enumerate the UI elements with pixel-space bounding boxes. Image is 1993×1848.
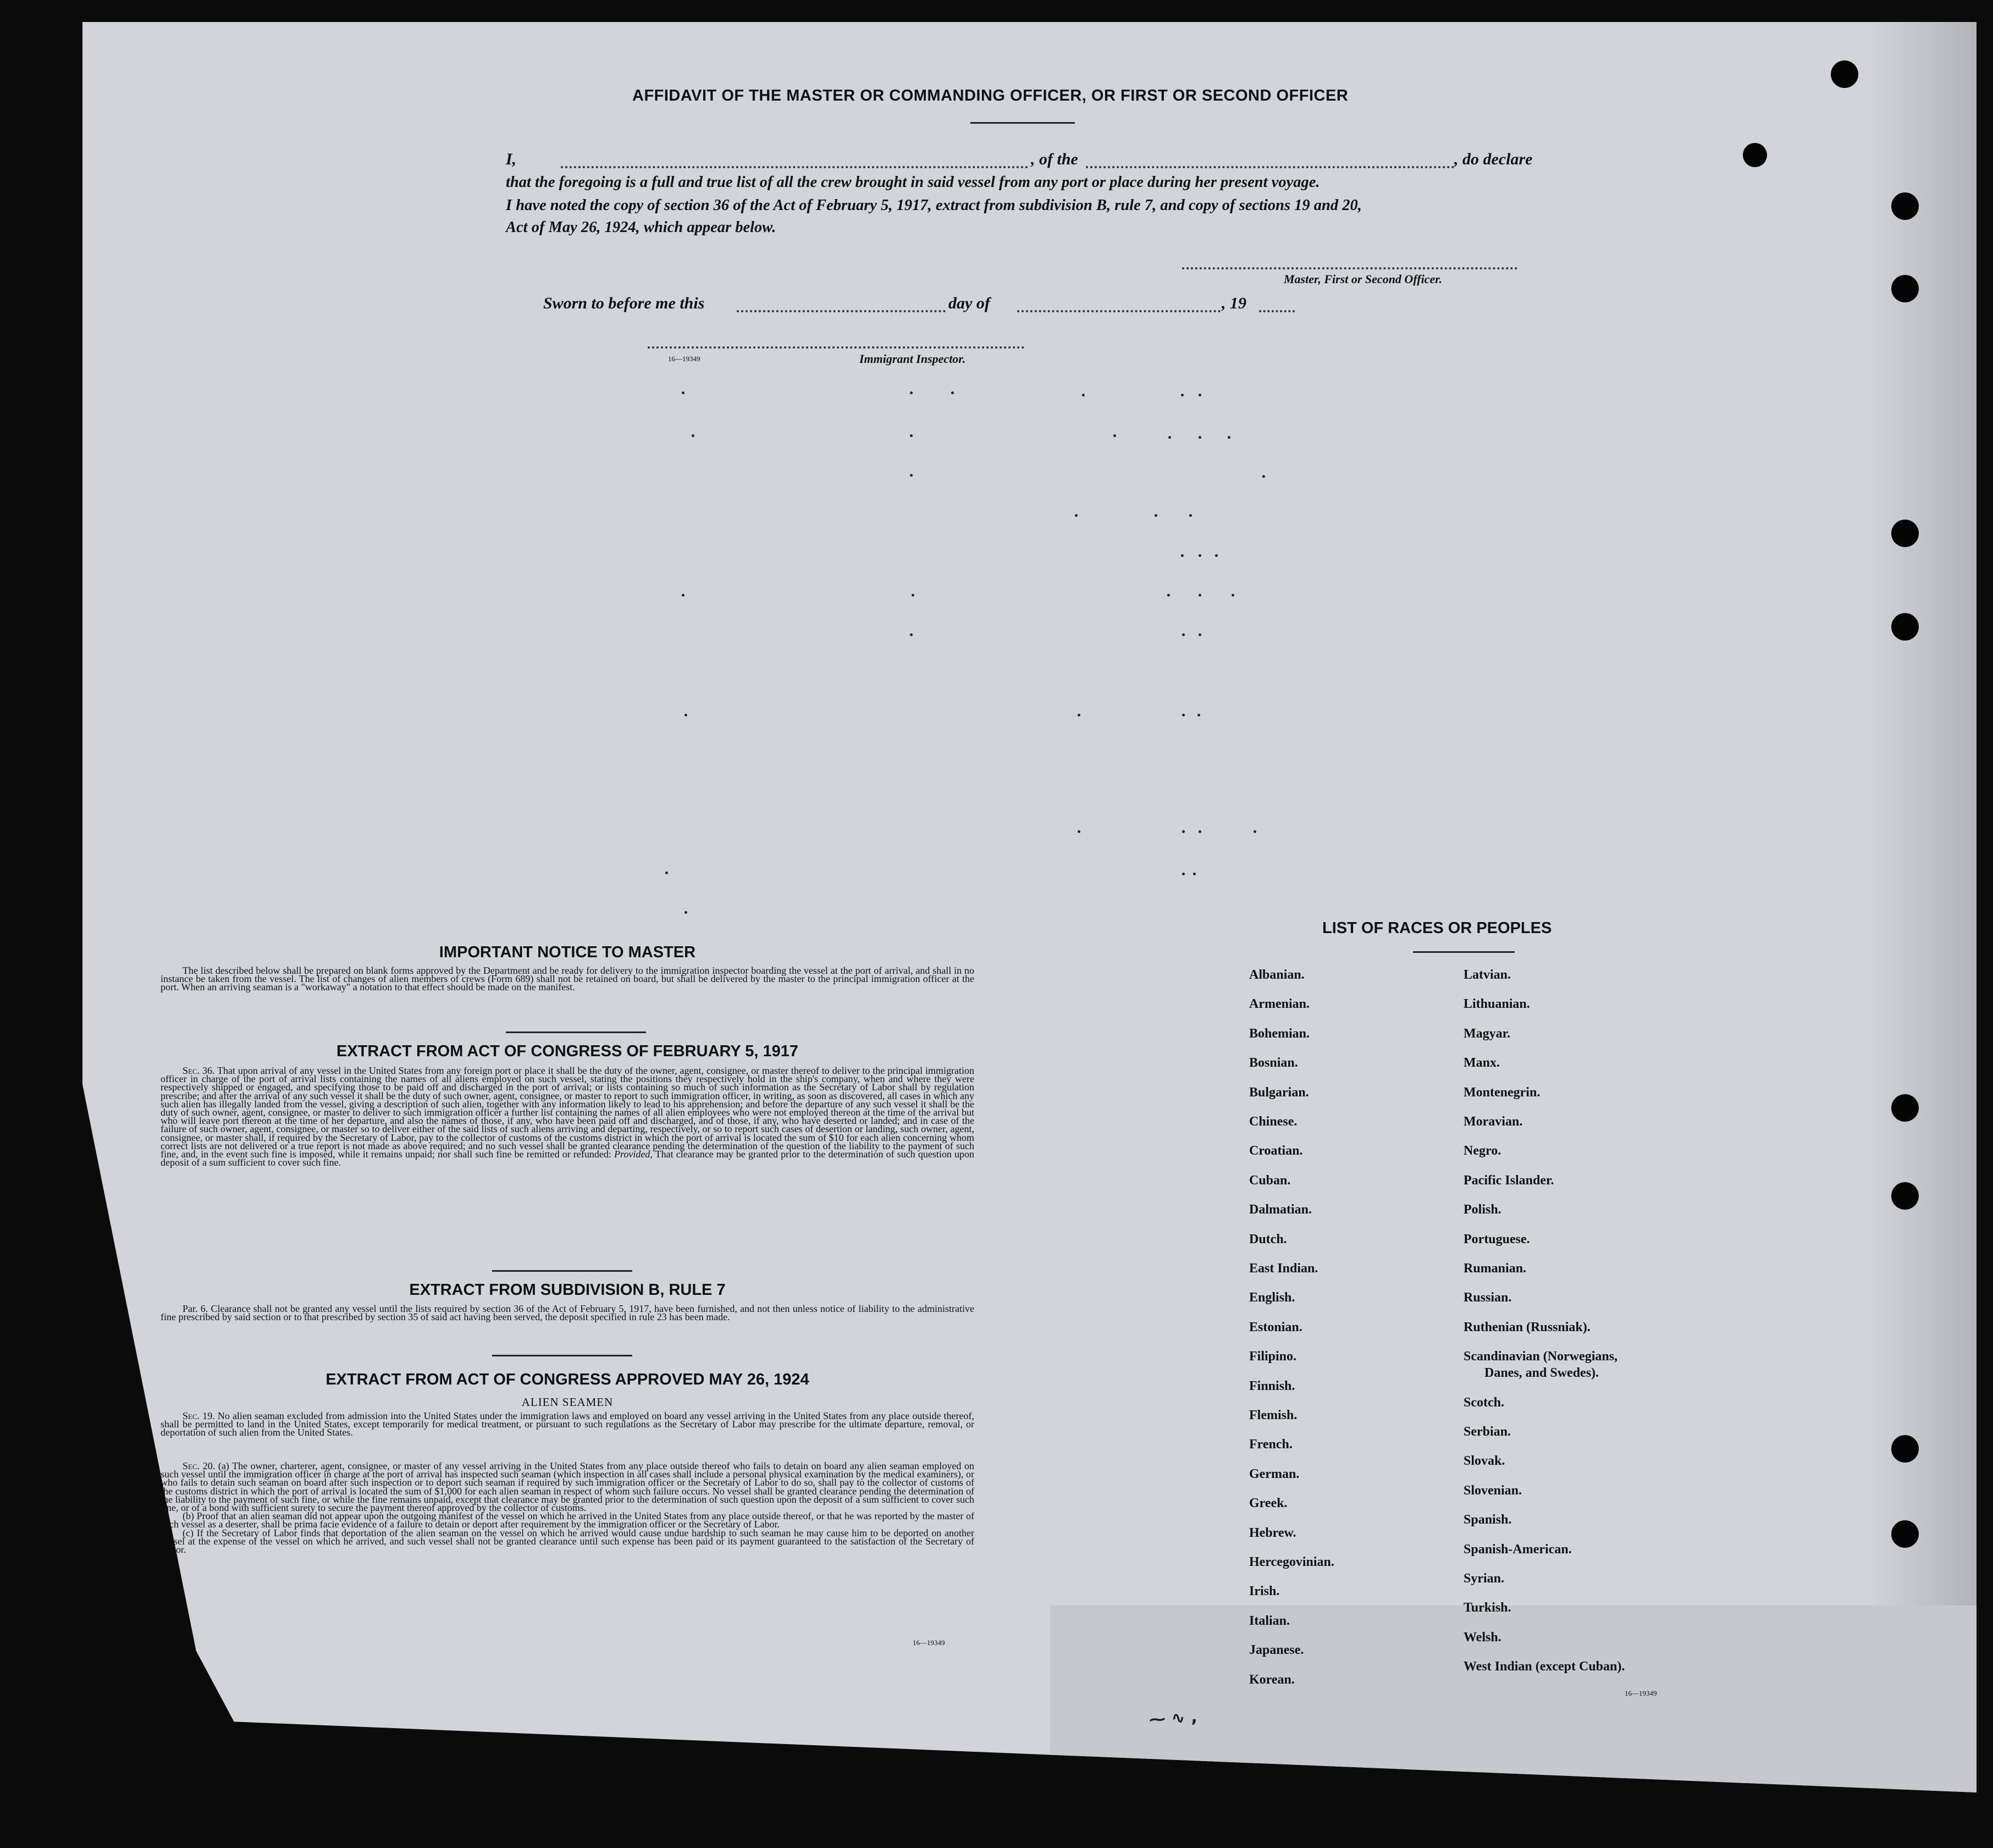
race-item: English.: [1249, 1290, 1295, 1305]
race-item: Welsh.: [1464, 1630, 1501, 1645]
speck: [1262, 475, 1265, 478]
year-label: , 19: [1222, 294, 1246, 312]
race-item: Finnish.: [1249, 1378, 1295, 1393]
handwritten-mark: ⁓ ∿ ,: [1148, 1707, 1198, 1730]
race-item: German.: [1249, 1466, 1300, 1481]
punch-hole-icon: [1891, 520, 1919, 547]
speck: [1228, 436, 1230, 439]
punch-hole-icon: [1891, 1435, 1919, 1463]
punch-hole-icon: [1743, 143, 1767, 167]
affidavit-line-4: Act of May 26, 1924, which appear below.: [506, 219, 776, 236]
speck: [1078, 714, 1080, 716]
race-item: Bosnian.: [1249, 1056, 1298, 1071]
races-title-underline: [1413, 951, 1515, 953]
race-item: Manx.: [1464, 1056, 1500, 1071]
race-item: East Indian.: [1249, 1261, 1318, 1276]
race-item: Serbian.: [1464, 1425, 1511, 1439]
race-item: Slovak.: [1464, 1454, 1505, 1469]
declarant-label: I,: [506, 150, 517, 168]
form-number: 16—19349: [913, 1639, 945, 1647]
extract-1917-title: EXTRACT FROM ACT OF CONGRESS OF FEBRUARY 5, 1917: [336, 1042, 799, 1060]
race-item: Japanese.: [1249, 1643, 1304, 1658]
speck: [910, 474, 913, 477]
race-item: Bulgarian.: [1249, 1085, 1309, 1100]
race-item: Armenian.: [1249, 997, 1310, 1012]
speck: [910, 434, 913, 437]
sworn-day-field[interactable]: [737, 310, 946, 312]
race-item: Filipino.: [1249, 1349, 1297, 1364]
speck: [1155, 514, 1157, 517]
speck: [1182, 830, 1185, 833]
section-36-text: [161, 1067, 974, 1167]
section-20c: (c) If the Secretary of Labor finds that deportation of the alien seaman on the vessel on which he arrived would cause undue hardship to such seaman he may cause him to be deported on another vessel at the expense of the vessel on which he arrived, and such vessel shall not be granted clearance until such expense has been paid or its payment guaranteed to the satisfaction of the Secretary of Labor.: [161, 1527, 974, 1555]
folded-corner: [1050, 1606, 1977, 1792]
section-20b: (b) Proof that an alien seaman did not appear upon the outgoing manifest of the vessel on which he arrived in the United States from any place outside thereof, or that he was reported by the master of such vessel as a deserter, shall be prima facie evidence of a failure to detain or deport after requirement by the immigration officer or the Secretary of Labor.: [161, 1510, 974, 1530]
speck: [1232, 594, 1234, 597]
section-36-body: That upon arrival of any vessel in the United States from any foreign port or place it shall be the duty of the owner, agent, consignee, or master thereof to deliver to the principal immigration officer in charge of the port of arrival lists containing the names of all aliens employed on such vessel, stating the positions they respectively hold in the ship's company, when and where they were respectively shipped or engaged, and specifying those to be paid off and discharged in the port of arrival; or lists containing so much of such information as the Secretary of Labor shall by regulation prescribe; and after the arrival of any such vessel it shall be the duty of such owner, agent, consignee, or master to report to such immigration officer, in writing, as soon as discovered, all cases in which any such alien has illegally landed from the vessel, giving a description of such alien, together with any information likely to lead to his apprehension; and before the departure of any such vessel it shall be the duty of such owner, agent, consignee, or master to deliver to such immigration officer a further list containing the names of all alien employees who were not employed thereon at the time of the arrival but who will leave port thereon at the time of her departure, and also the names of those, if any, who have been paid off and discharged, and of those, if any, who have deserted or landed; and in case of the failure of such owner, agent, consignee, or master so to deliver either of the said lists of such aliens arriving and departing, respectively, or so to report such cases of desertion or landing, such owner, agent, consignee, or master shall, if required by the Secretary of Labor, pay to the collector of customs of the customs district in which the port of arrival is located the sum of $10 for each alien concerning whom correct lists are not delivered or a true report is not made as above required; and no such vessel shall be granted clearance pending the determination of the question of the liability to the payment of such fine, and, in the event such fine is imposed, while it remains unpaid; nor shall such fine be remitted or refunded:: [161, 1065, 974, 1160]
notice-text: The list described below shall be prepared on blank forms approved by the Department and be ready for delivery to the immigration inspector boarding the vessel at the port of arrival, and shall in no instance be taken from the vessel. The list of changes of alien members of crews (Form 689) shall not be retained on board, but shall be delivered by the master to the principal immigration officer at the port. When an arriving seaman is a "workaway" a notation to that effect should be made on the manifest.: [161, 965, 974, 993]
speck: [1199, 436, 1201, 439]
section-36-label: Sec. 36.: [183, 1065, 215, 1076]
speck: [1199, 594, 1201, 597]
sworn-year-field[interactable]: [1259, 310, 1295, 312]
affidavit-line-3: I have noted the copy of section 36 of the Act of February 5, 1917, extract from subdivision B, rule 7, and copy of sections 19 and 20,: [506, 197, 1362, 214]
race-item: Russian.: [1464, 1290, 1512, 1305]
inspector-caption: Immigrant Inspector.: [859, 352, 966, 366]
declarant-name-field[interactable]: [561, 166, 1028, 168]
sworn-label: Sworn to before me this: [543, 294, 705, 312]
extract-1924-title: EXTRACT FROM ACT OF CONGRESS APPROVED MAY 26, 1924: [325, 1371, 809, 1388]
race-item: Portuguese.: [1464, 1232, 1530, 1246]
race-item: Albanian.: [1249, 968, 1305, 982]
race-item: Irish.: [1249, 1584, 1280, 1599]
speck: [1181, 554, 1184, 557]
race-item: Ruthenian (Russniak).: [1464, 1320, 1591, 1334]
race-item: Rumanian.: [1464, 1261, 1527, 1276]
race-item: Pacific Islander.: [1464, 1173, 1554, 1188]
race-item: Turkish.: [1464, 1601, 1511, 1615]
speck: [1189, 514, 1192, 517]
section-19-text: [161, 1412, 974, 1437]
section-divider: [492, 1270, 632, 1272]
race-item: Magyar.: [1464, 1026, 1511, 1041]
speck: [910, 391, 913, 394]
race-item: Scandinavian (Norwegians,: [1464, 1349, 1618, 1364]
race-item: Scotch.: [1464, 1395, 1504, 1410]
affidavit-line-2: that the foregoing is a full and true list of all the crew brought in said vessel from any port or place during her present voyage.: [506, 174, 1320, 191]
race-item: Syrian.: [1464, 1571, 1505, 1586]
speck: [1199, 394, 1201, 396]
subdivision-text: Par. 6. Clearance shall not be granted any vessel until the lists required by section 36 of the Act of February 5, 1917, have been furnished, and not then unless notice of liability to the administrative fine prescribed by said section or to that prescribed by section 35 of said act having been served, the deposit specified in rule 23 has been made.: [161, 1303, 974, 1323]
speck: [1182, 873, 1185, 875]
punch-hole-icon: [1891, 1094, 1919, 1122]
proviso-word: Provided,: [614, 1149, 653, 1160]
section-20a: [161, 1462, 974, 1512]
speck: [665, 871, 668, 874]
speck: [1075, 514, 1078, 517]
race-item: West Indian (except Cuban).: [1464, 1659, 1625, 1674]
speck: [910, 633, 913, 636]
speck: [692, 434, 694, 437]
race-item: Italian.: [1249, 1613, 1290, 1628]
section-20-text: [161, 1462, 974, 1554]
race-item: Latvian.: [1464, 968, 1511, 982]
race-item: Montenegrin.: [1464, 1085, 1541, 1100]
speck: [1197, 714, 1200, 716]
speck: [1215, 554, 1218, 557]
race-item: Croatian.: [1249, 1144, 1303, 1159]
declare-label: , do declare: [1454, 150, 1533, 168]
proviso-text: That clearance may be granted prior to the determination of such question upon deposit of a sum sufficient to cover such fine.: [161, 1149, 974, 1168]
punch-hole-icon: [1891, 1182, 1919, 1210]
affidavit-title: AFFIDAVIT OF THE MASTER OR COMMANDING OFFICER, OR FIRST OR SECOND OFFICER: [632, 87, 1349, 104]
races-title: LIST OF RACES OR PEOPLES: [1322, 919, 1552, 937]
speck: [1167, 594, 1170, 597]
sworn-month-field[interactable]: [1017, 310, 1221, 312]
speck: [682, 391, 684, 394]
alien-seamen-subtitle: ALIEN SEAMEN: [521, 1395, 614, 1409]
speck: [1182, 633, 1185, 636]
form-number: 16—19349: [1625, 1689, 1657, 1697]
speck: [1082, 394, 1085, 396]
race-item: Hebrew.: [1249, 1525, 1296, 1540]
race-item: Dutch.: [1249, 1232, 1287, 1246]
speck: [684, 714, 687, 716]
form-number: 16—19349: [668, 355, 700, 363]
punch-hole-icon: [1891, 1520, 1919, 1548]
section-20a-body: (a) The owner, charterer, agent, consignee, or master of any vessel arriving in the United States from any place outside thereof who fails to detain on board any alien seaman employed on such vessel until the immigration officer in charge at the port of arrival has inspected such seaman (which inspection in all cases shall include a personal physical examination by the medical examiners), or who fails to detain such seaman on board after such inspection or to deport such seaman if required by such immigration officer or the Secretary of Labor to do so, shall pay to the collector of customs of the customs district in which the port of arrival is located the sum of $1,000 for each alien seaman in respect of whom such failure occurs. No vessel shall be granted clearance pending the determination of the liability to the payment of such fine, or while the fine remains unpaid, except that clearance may be granted prior to the determination of such question upon the deposit of a sum sufficient to cover such fine, or of a bond with sufficient surety to secure the payment thereof approved by the collector of customs.: [161, 1460, 975, 1514]
race-item: Slovenian.: [1464, 1483, 1522, 1498]
speck: [1182, 714, 1185, 716]
speck: [912, 594, 914, 597]
punch-hole-icon: [1891, 192, 1919, 220]
speck: [1078, 830, 1080, 833]
inspector-signature-field[interactable]: [648, 346, 1024, 349]
punch-hole-icon: [1831, 60, 1858, 88]
speck: [1199, 830, 1201, 833]
sheet-edge-shadow: [1867, 22, 1977, 1792]
race-item: Lithuanian.: [1464, 997, 1530, 1012]
section-divider: [492, 1355, 632, 1356]
race-item: Hercegovinian.: [1249, 1555, 1334, 1569]
race-item: Greek.: [1249, 1496, 1288, 1511]
race-item: Spanish.: [1464, 1513, 1512, 1527]
master-signature-field[interactable]: [1182, 267, 1517, 269]
section-19-body: No alien seaman excluded from admission into the United States under the immigration laws and employed on board any vessel arriving in the United States from any place outside thereof, shall be permitted to land in the United States, except temporarily for medical treatment, or pursuant to such regulations as the Secretary of Labor may prescribe for the ultimate departure, removal, or deportation of such alien from the United States.: [161, 1410, 975, 1438]
race-item: Moravian.: [1464, 1115, 1523, 1129]
section-19-label: Sec. 19.: [183, 1410, 215, 1421]
punch-hole-icon: [1891, 613, 1919, 641]
speck: [1113, 434, 1116, 437]
section-20-label: Sec. 20.: [183, 1460, 216, 1471]
speck: [684, 911, 687, 914]
notice-title: IMPORTANT NOTICE TO MASTER: [439, 944, 696, 961]
race-item: Polish.: [1464, 1202, 1501, 1217]
title-underline: [970, 122, 1075, 124]
vessel-name-field[interactable]: [1086, 166, 1454, 168]
race-item: Flemish.: [1249, 1408, 1298, 1422]
race-item: Estonian.: [1249, 1320, 1302, 1334]
subdivision-title: EXTRACT FROM SUBDIVISION B, RULE 7: [409, 1281, 726, 1299]
speck: [1193, 873, 1196, 875]
speck: [1199, 554, 1201, 557]
section-divider: [506, 1031, 646, 1033]
race-item: Negro.: [1464, 1144, 1501, 1159]
race-item: Korean.: [1249, 1672, 1295, 1687]
punch-hole-icon: [1891, 275, 1919, 302]
vessel-label: , of the: [1031, 150, 1078, 168]
speck: [1168, 436, 1171, 439]
master-caption: Master, First or Second Officer.: [1284, 272, 1443, 286]
race-item: Chinese.: [1249, 1115, 1298, 1129]
speck: [1199, 633, 1201, 636]
race-item: Spanish-American.: [1464, 1542, 1572, 1557]
day-of-label: day of: [948, 294, 990, 312]
race-item: Bohemian.: [1249, 1026, 1310, 1041]
speck: [1254, 830, 1256, 833]
speck: [951, 391, 954, 394]
race-item: Cuban.: [1249, 1173, 1291, 1188]
speck: [1181, 394, 1184, 396]
race-item: French.: [1249, 1437, 1293, 1452]
race-item: Dalmatian.: [1249, 1202, 1312, 1217]
race-item: Danes, and Swedes).: [1484, 1366, 1599, 1381]
speck: [682, 594, 684, 597]
